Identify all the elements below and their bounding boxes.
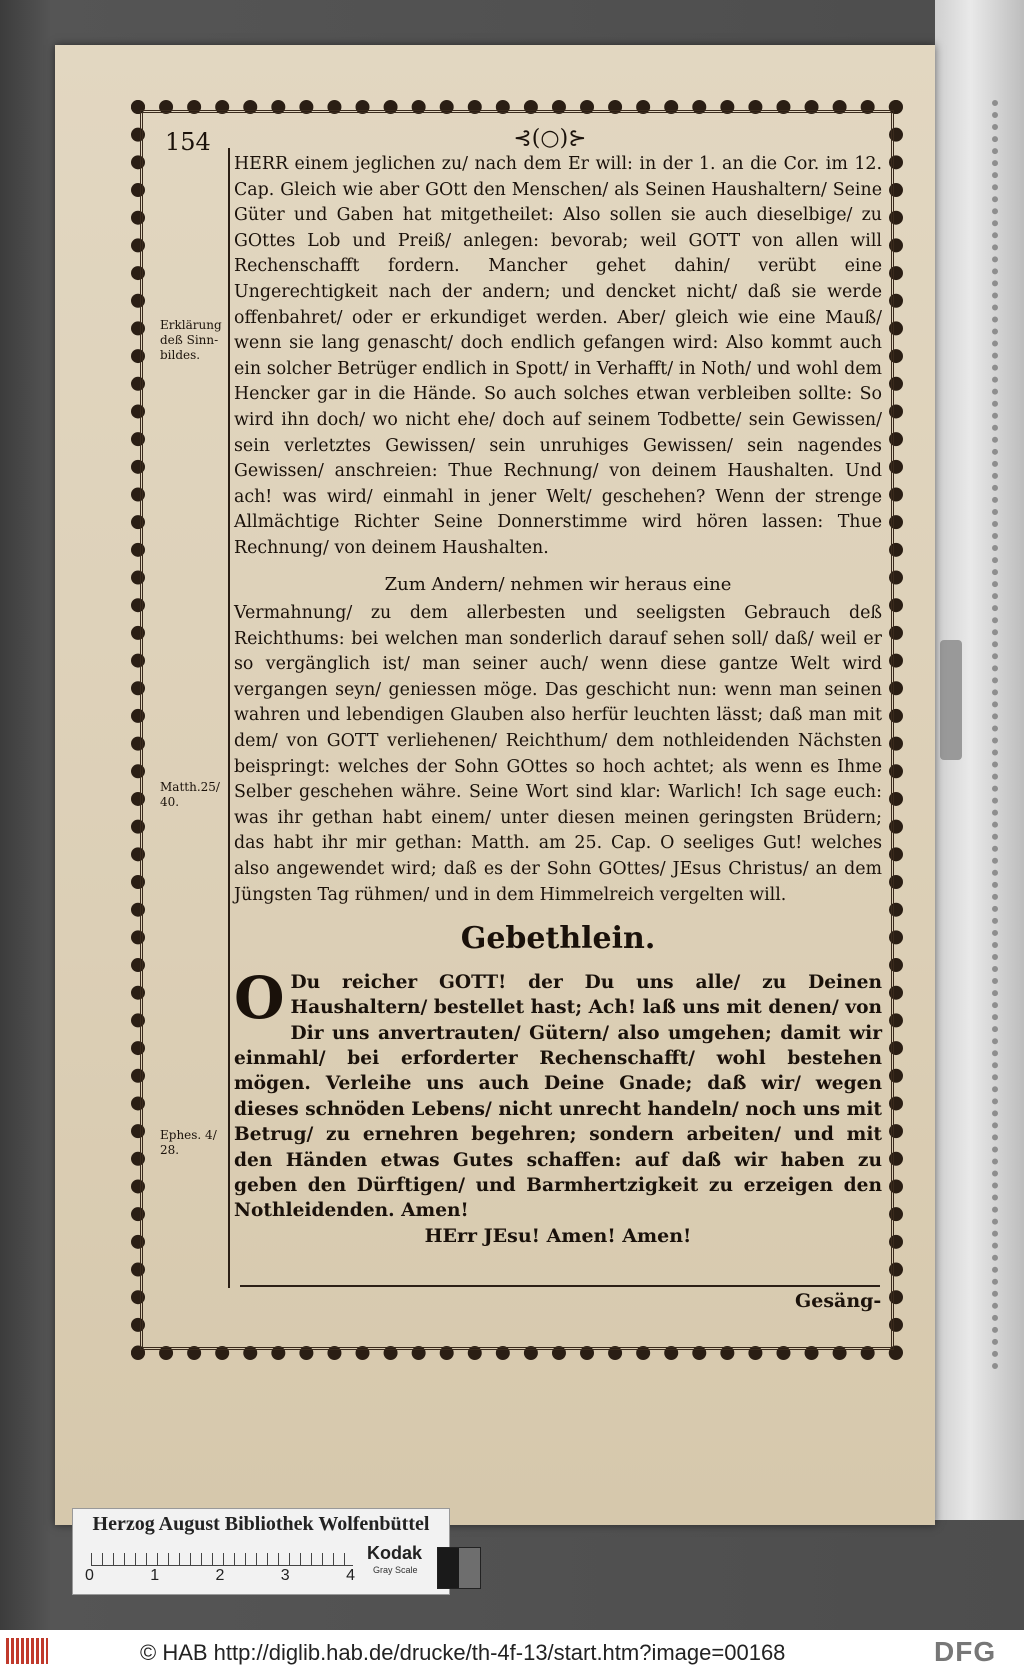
prayer-closing: HErr JEsu! Amen! Amen! — [424, 1224, 692, 1247]
ruler-number: 3 — [280, 1567, 290, 1584]
adjacent-page-ornament — [992, 100, 1024, 1370]
page-number: 154 — [165, 128, 211, 156]
paragraph-2: Vermahnung/ zu dem allerbesten und seeligsten Gebrauch deß Reichthums: bei welchen man sonderlich darauf sehen soll/ daß/ weil er so vergänglich ist/ man seiner auch/ wenn diese gantze Welt wird vergangen seyn/ geniessen möge. Das geschicht nun: wenn man seinen wahren und lebendigen Glauben also herfür leuchten lässt; daß man mit dem/ von GOTT verliehenen/ Reichthum/ dem nothleidenden Nächsten beispringt: welches der Sohn GOttes so hoch achtet; als wenn es Ihme Selber geschehen währe. Seine Wort sind klar: Warlich! Ich sage euch: was ihr gethan habt einem/ unter diesen meinen geringsten Brüdern; das habt ihr mir gethan: Matth. am 25. Cap. O seeliges Gut! welches also angewendet wird; daß es der Sohn GOttes/ JEsus Christus/ an dem Jüngsten Tag rühmen/ und in dem Himmelreich vergelten will. — [234, 603, 882, 905]
section-heading: Zum Andern/ nehmen wir heraus eine — [384, 573, 732, 595]
prayer-title: Gebethlein. — [460, 921, 656, 957]
ruler-number: 1 — [150, 1567, 160, 1584]
bottom-rule — [240, 1285, 880, 1287]
footer-bar — [0, 1630, 1024, 1672]
ruler — [91, 1545, 353, 1566]
ruler-number: 4 — [346, 1567, 355, 1584]
side-note-matth: Matth.25/ 40. — [160, 780, 220, 809]
color-scale-card — [72, 1508, 450, 1595]
main-text-block — [234, 152, 882, 1249]
hab-logo-icon — [6, 1638, 48, 1664]
dfg-logo: DFG — [934, 1636, 997, 1667]
ruler-number: 2 — [215, 1567, 225, 1584]
ruler-number: 0 — [85, 1567, 94, 1584]
header-ornament: ⊰(○)⊱ — [513, 126, 587, 151]
gray-scale-label: Gray Scale — [373, 1565, 418, 1575]
page-clip — [940, 640, 962, 760]
gray-swatch — [437, 1547, 481, 1589]
prayer-dropcap: O — [234, 963, 285, 1032]
kodak-brand: Kodak — [367, 1543, 423, 1563]
side-note-ephes: Ephes. 4/ 28. — [160, 1128, 217, 1157]
paragraph-1: HERR einem jeglichen zu/ nach dem Er will: in der 1. an die Cor. im 12. Cap. Gleich wie aber GOtt den Menschen/ als Seinen Haushaltern/ Seine Güter und Gaben hat mitgetheilet: Also sollen sie auch dieselbige/ zu GOttes Lob und Preiß/ anlegen: bevorab; weil GOTT von allen will Rechenschafft fordern. Mancher gehet dahin/ verübt eine Ungerechtigkeit nach der andern; und dencket nicht/ daß sie werde offenbahret/ oder er erkundiget werden. Aber/ gleich wie eine Mauß/ wenn sie lang genascht/ doch endlich gefangen wird: Also kommt auch ein solcher Betrüger endlich in Spott/ in Verhafft/ in Noth/ und wohl dem Hencker gar in die Hände. So auch solches etwan verbleiben sollte: So wird ihn doch/ wo nicht ehe/ doch auf seinem Todbette/ sein Gewissen/ sein verletztes Gewissen/ sein unruhiges Gewissen/ sein nagendes Gewissen/ anschreien: Thue Rechnung/ von deinem Haushalten. Und ach! was wird/ einmahl in jener Welt/ geschehen? Wenn der strenge Allmächtige Richter Seine Donnerstimme wird hören lassen: Thue Rechnung/ von deinem Haushalten. — [234, 154, 882, 558]
footer-url[interactable]: © HAB http://diglib.hab.de/drucke/th-4f-13/start.htm?image=00168 — [140, 1640, 786, 1665]
prayer-body — [234, 963, 882, 1224]
library-name: Herzog August Bibliothek Wolfenbüttel — [92, 1513, 430, 1535]
ruler-numbers — [85, 1567, 355, 1585]
catchword: Gesäng- — [795, 1290, 882, 1312]
prayer-text: Du reicher GOTT! der Du uns alle/ zu Deinen Haushaltern/ bestellet hast; Ach! laß uns mit denen/ von Dir uns anvertrauten/ Gütern/ also umgehen; damit wir einmahl/ bei erforderter Rechenschafft/ wohl bestehen mögen. Verleihe uns auch Deine Gnade; daß wir/ wegen dieses schnöden Lebens/ nicht unrecht handeln/ noch uns mit Betrug/ zu ernehren begehren; sondern arbeiten/ und mit den Händen etwas Gutes schaffen: auf daß wir haben zu geben den Dürftigen/ und Barmhertzigkeit zu erzeigen den Nothleidenden. Amen! — [234, 971, 882, 1222]
side-note-erklaerung: Erklärung deß Sinn-bildes. — [160, 318, 222, 362]
